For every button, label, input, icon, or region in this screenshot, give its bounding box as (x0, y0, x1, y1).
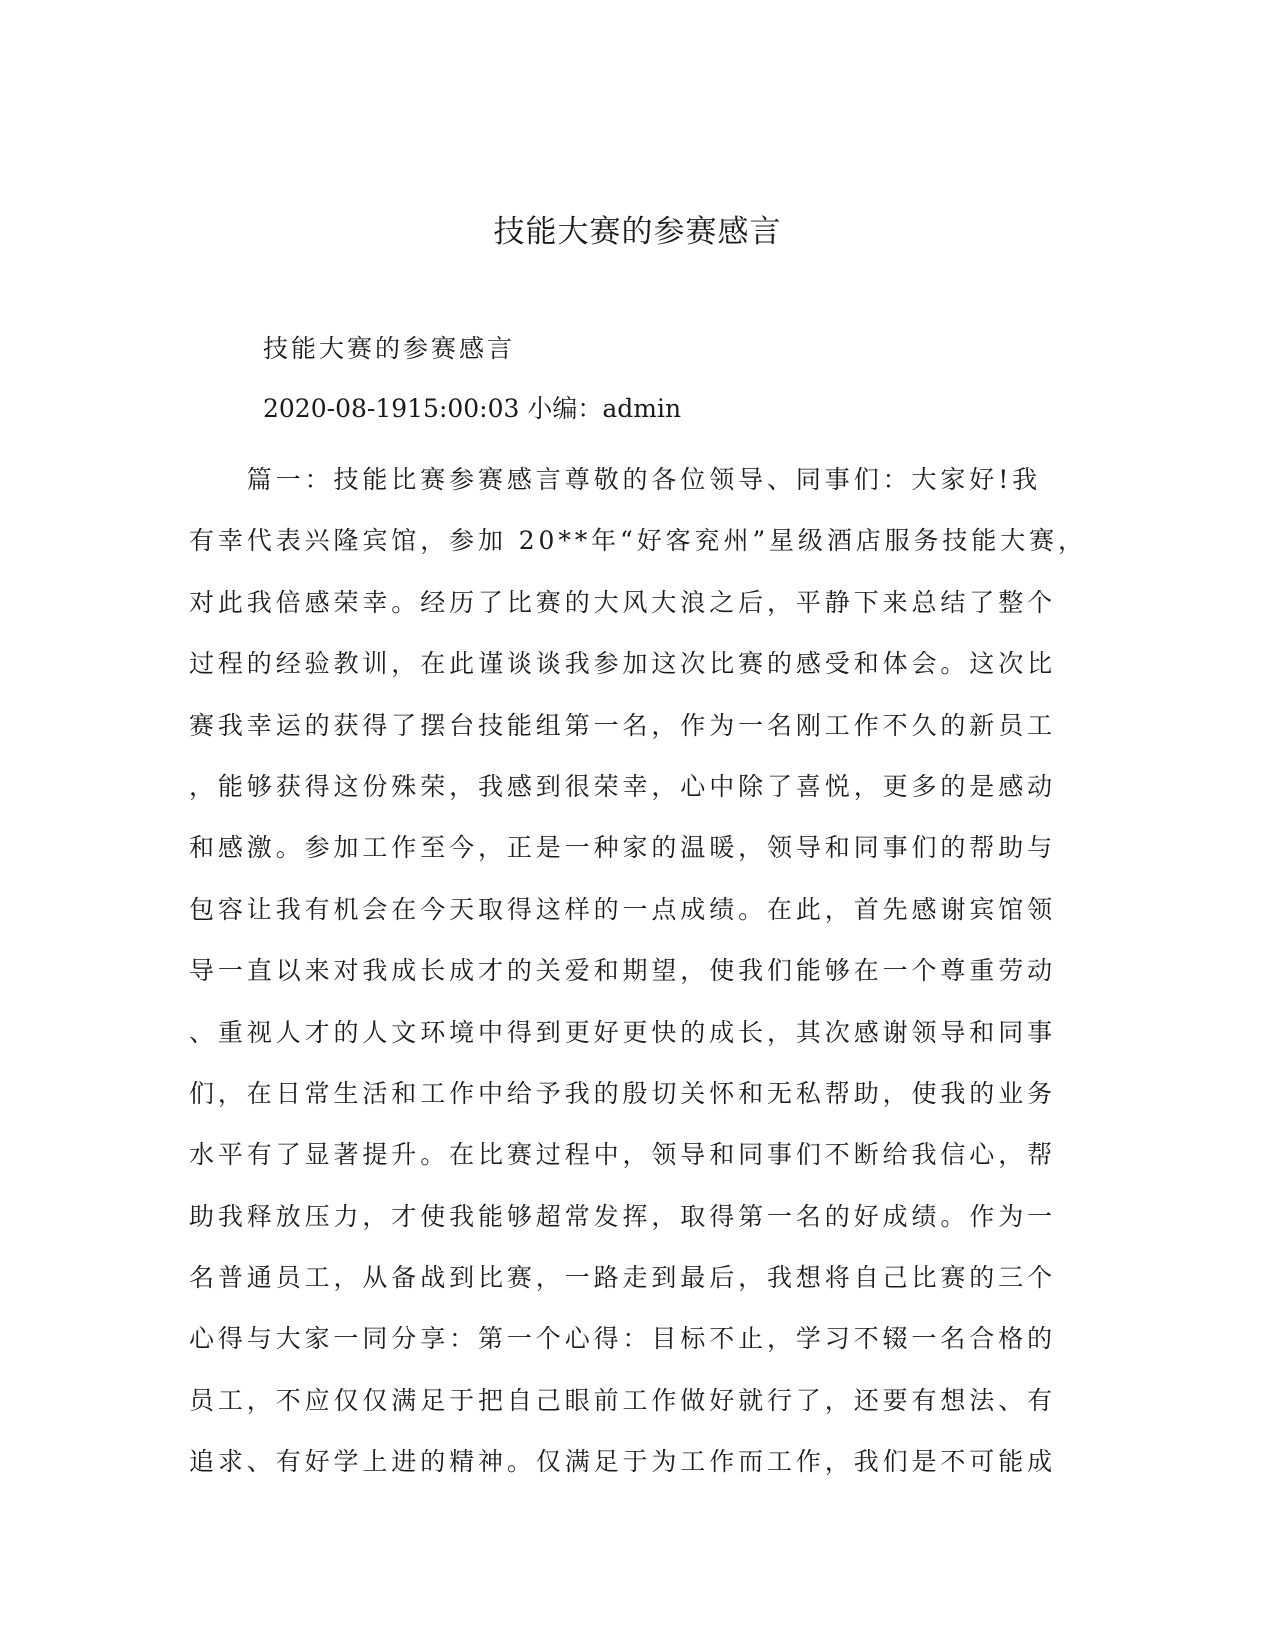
body-line: 对此我倍感荣幸。经历了比赛的大风大浪之后，平静下来总结了整个 (189, 587, 1057, 617)
body-line: 名普通员工，从备战到比赛，一路走到最后，我想将自己比赛的三个 (189, 1263, 1057, 1293)
body-line: 赛我幸运的获得了摆台技能组第一名，作为一名刚工作不久的新员工 (189, 710, 1057, 740)
body-line: 水平有了显著提升。在比赛过程中，领导和同事们不断给我信心，帮 (189, 1140, 1057, 1170)
document-title: 技能大赛的参赛感言 (493, 214, 782, 250)
body-line: 有幸代表兴隆宾馆，参加 20**年“好客兖州”星级酒店服务技能大赛， (189, 526, 1087, 556)
body-line: ，能够获得这份殊荣，我感到很荣幸，心中除了喜悦，更多的是感动 (189, 771, 1057, 801)
body-line: 导一直以来对我成长成才的关爱和期望，使我们能够在一个尊重劳动 (189, 956, 1057, 986)
body-line: 篇一：技能比赛参赛感言尊敬的各位领导、同事们：大家好!我 (189, 465, 1042, 494)
body-line: 助我释放压力，才使我能够超常发挥，取得第一名的好成绩。作为一 (189, 1201, 1057, 1231)
body-line: 和感激。参加工作至今，正是一种家的温暖，领导和同事们的帮助与 (189, 833, 1057, 863)
body-line: 员工，不应仅仅满足于把自己眼前工作做好就行了，还要有想法、有 (189, 1385, 1057, 1415)
body-line: 追求、有好学上进的精神。仅满足于为工作而工作，我们是不可能成 (189, 1447, 1057, 1477)
body-line: 、重视人才的人文环境中得到更好更快的成长，其次感谢领导和同事 (189, 1017, 1057, 1047)
document-subtitle: 技能大赛的参赛感言 (263, 334, 516, 363)
body-paragraph (189, 449, 1087, 1493)
body-line: 心得与大家一同分享：第一个心得：目标不止，学习不辍一名合格的 (189, 1324, 1057, 1354)
body-line: 过程的经验教训，在此谨谈谈我参加这次比赛的感受和体会。这次比 (189, 649, 1057, 679)
body-line: 包容让我有机会在今天取得这样的一点成绩。在此，首先感谢宾馆领 (189, 894, 1057, 924)
body-line: 们，在日常生活和工作中给予我的殷切关怀和无私帮助，使我的业务 (189, 1078, 1057, 1108)
publish-meta: 2020-08-1915:00:03 小编：admin (263, 394, 682, 423)
